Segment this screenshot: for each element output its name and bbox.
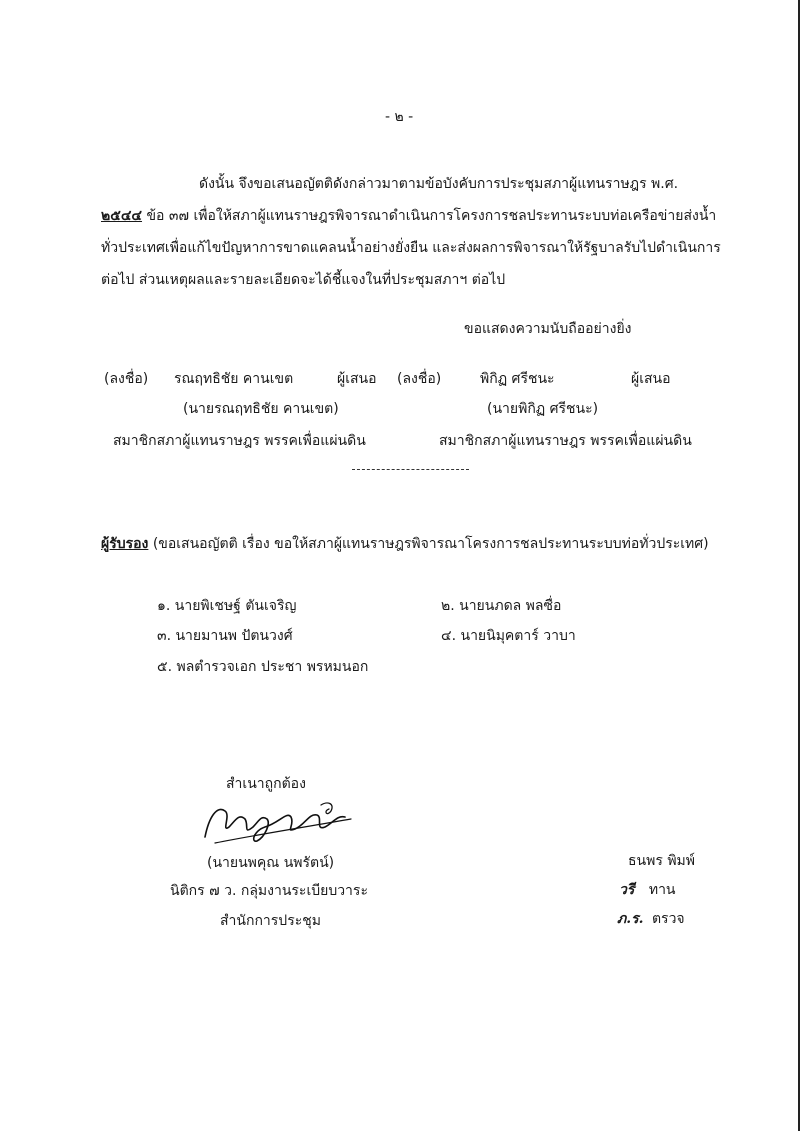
proposer-2-signed-name: พิกิฏ ศรีชนะ [480,371,555,387]
proposer-2-role: ผู้เสนอ [631,371,671,387]
regulation-year: ๒๕๔๔ [101,208,143,224]
checker-note [617,908,685,930]
proposer-1-position: สมาชิกสภาผู้แทนราษฎร พรรคเพื่อแผ่นดิน [113,433,366,449]
proposer-2-sign-label: (ลงชื่อ) [397,371,442,387]
checker-role: ตรวจ [651,911,685,927]
endorser-1: ๑. นายพิเชษฐ์ ตันเจริญ [157,598,297,614]
proposer-1-sign-label: (ลงชื่อ) [104,371,149,387]
page-number: - ๒ - [385,109,414,125]
closing-phrase: ขอแสดงความนับถืออย่างยิ่ง [464,321,632,337]
proposer-1-role: ผู้เสนอ [337,371,377,387]
paragraph-line-3: ทั่วประเทศเพื่อแก้ไขปัญหาการขาดแคลนน้ำอย่างยั่งยืน และส่งผลการพิจารณาให้รัฐบาลรับไปดำเนินการ [101,240,721,256]
paragraph-line-4: ต่อไป ส่วนเหตุผลและรายละเอียดจะได้ชี้แจงในที่ประชุมสภาฯ ต่อไป [101,272,506,288]
endorsement-heading: ผู้รับรอง [101,536,149,552]
proposer-2-printed-name: (นายพิกิฏ ศรีชนะ) [487,401,599,417]
endorsement-subject: (ขอเสนอญัตติ เรื่อง ขอให้สภาผู้แทนราษฎรพิจารณาโครงการชลประทานระบบท่อทั่วประเทศ) [148,536,709,552]
certifier-office: สำนักการประชุม [220,913,321,929]
certifier-position: นิติกร ๗ ว. กลุ่มงานระเบียบวาระ [170,883,368,899]
paragraph-line-1: ดังนั้น จึงขอเสนอญัตติดังกล่าวมาตามข้อบังคับการประชุมสภาผู้แทนราษฎร พ.ศ. [199,176,679,192]
proposer-2-position: สมาชิกสภาผู้แทนราษฎร พรรคเพื่อแผ่นดิน [439,433,692,449]
reviewer-note [619,879,676,901]
paragraph-line-2 [101,200,717,232]
endorsement-line [101,533,709,555]
reviewer-role: ทาน [648,882,676,898]
endorser-4: ๔. นายนิมุคตาร์ วาบา [441,628,576,644]
motion-paragraph [101,168,721,296]
endorser-3: ๓. นายมานพ ปัตนวงศ์ [157,628,293,644]
endorser-2: ๒. นายนภดล พลซื่อ [441,598,562,614]
checker-initial: ภ.ร. [617,911,644,927]
certifier-signature [195,797,355,847]
paragraph-line-2-text: ข้อ ๓๗ เพื่อให้สภาผู้แทนราษฎรพิจารณาดำเนินการโครงการชลประทานระบบท่อเครือข่ายส่งน้ำ [142,208,717,224]
proposer-1-signed-name: รณฤทธิชัย คานเขต [174,371,294,387]
endorser-5: ๕. พลตำรวจเอก ประชา พรหมนอก [157,659,369,675]
reviewer-initial: วรี [619,882,635,898]
section-divider [352,469,469,470]
typist-note: ธนพร พิมพ์ [628,853,695,869]
certified-copy-label: สำเนาถูกต้อง [226,776,306,792]
proposer-1-printed-name: (นายรณฤทธิชัย คานเขต) [183,401,339,417]
certifier-name: (นายนพคุณ นพรัตน์) [207,855,335,871]
